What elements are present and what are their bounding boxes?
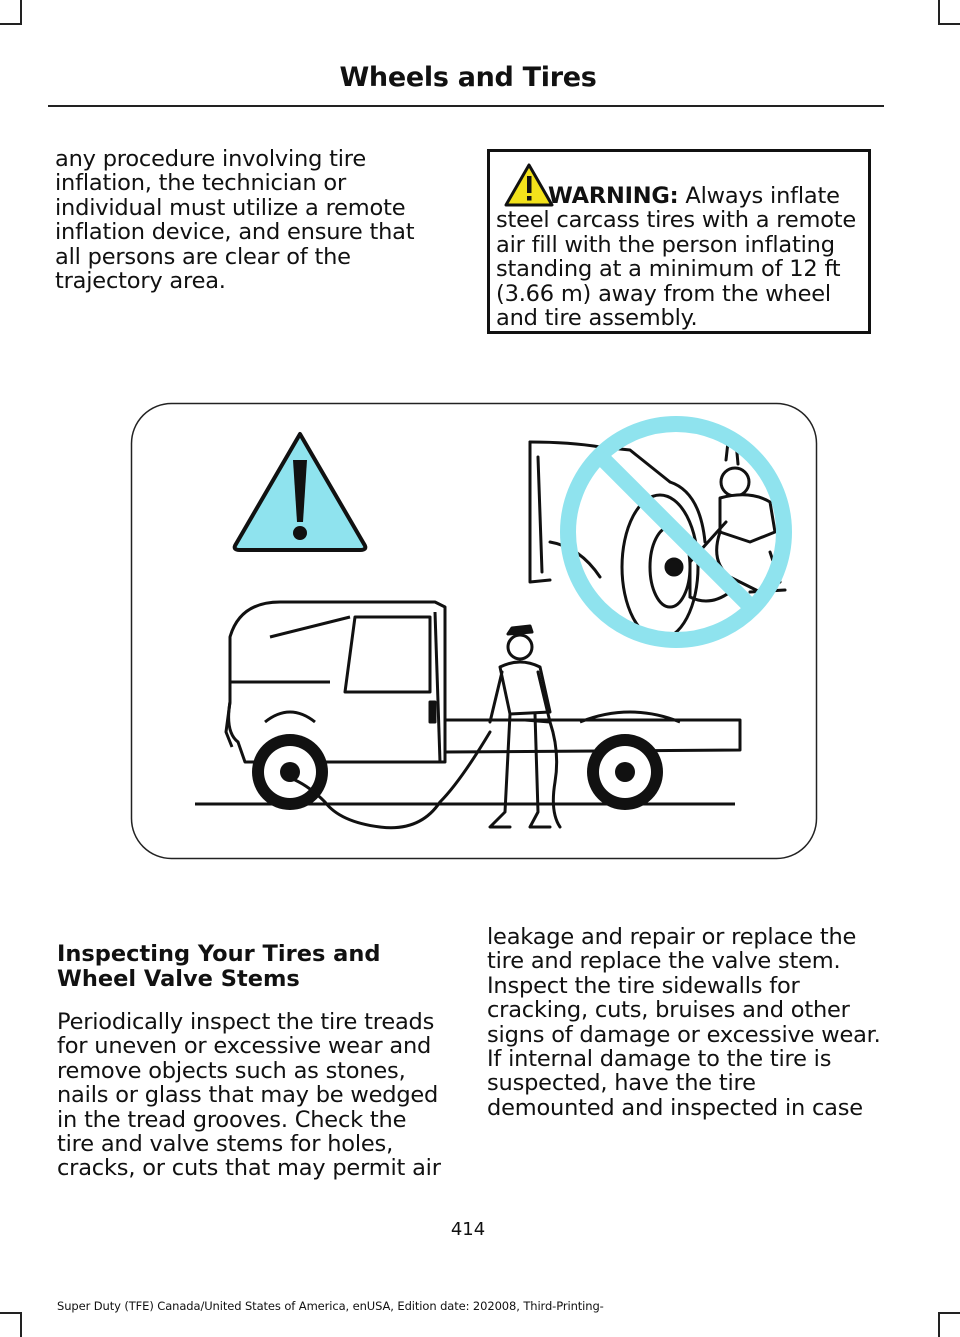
bottom-right-paragraph: leakage and repair or replace the tire and replace the valve stem. Inspect the tire sidewalls for cracking, cuts, bruises and other signs of damage or excessive wear. If internal damage to the tire is suspected, have the tire demounted and inspected in case [487,924,881,1121]
section-heading: Inspecting Your Tires and Wheel Valve Stems [57,941,381,992]
top-left-paragraph: any procedure involving tire inflation, the technician or individual must utilize a remote inflation device, and ensure that all persons are clear of the trajectory area. [55,146,415,295]
crop-mark [938,1312,960,1314]
warning-text [496,184,868,330]
crop-mark [20,1312,22,1337]
warning-label: WARNING: [548,183,679,209]
truck-rear-wheel [587,734,663,810]
header-divider [48,105,884,107]
warning-box [487,149,871,334]
crop-mark [0,23,22,25]
bottom-left-paragraph: Periodically inspect the tire treads for uneven or excessive wear and remove objects such as stones, nails or glass that may be wedged in the tread grooves. Check the tire and valve stems for holes, cracks, or cuts that may permit air [57,1009,441,1182]
crop-mark [938,23,960,25]
truck-front-wheel [252,734,328,810]
crop-mark [938,0,940,25]
crop-mark [0,1312,22,1314]
warning-body: Always inflate steel carcass tires with a remote air fill with the person inflating standing at a minimum of 12 ft (3.66 m) away from the wheel and tire assembly. [496,183,857,332]
crop-mark [20,0,22,25]
crop-mark [938,1312,940,1337]
footer-text: Super Duty (TFE) Canada/United States of America, enUSA, Edition date: 202008, Third-Printing- [57,1299,604,1313]
tire-inflation-illustration [130,402,818,860]
page-title: Wheels and Tires [339,62,597,93]
page-number: 414 [450,1219,486,1240]
